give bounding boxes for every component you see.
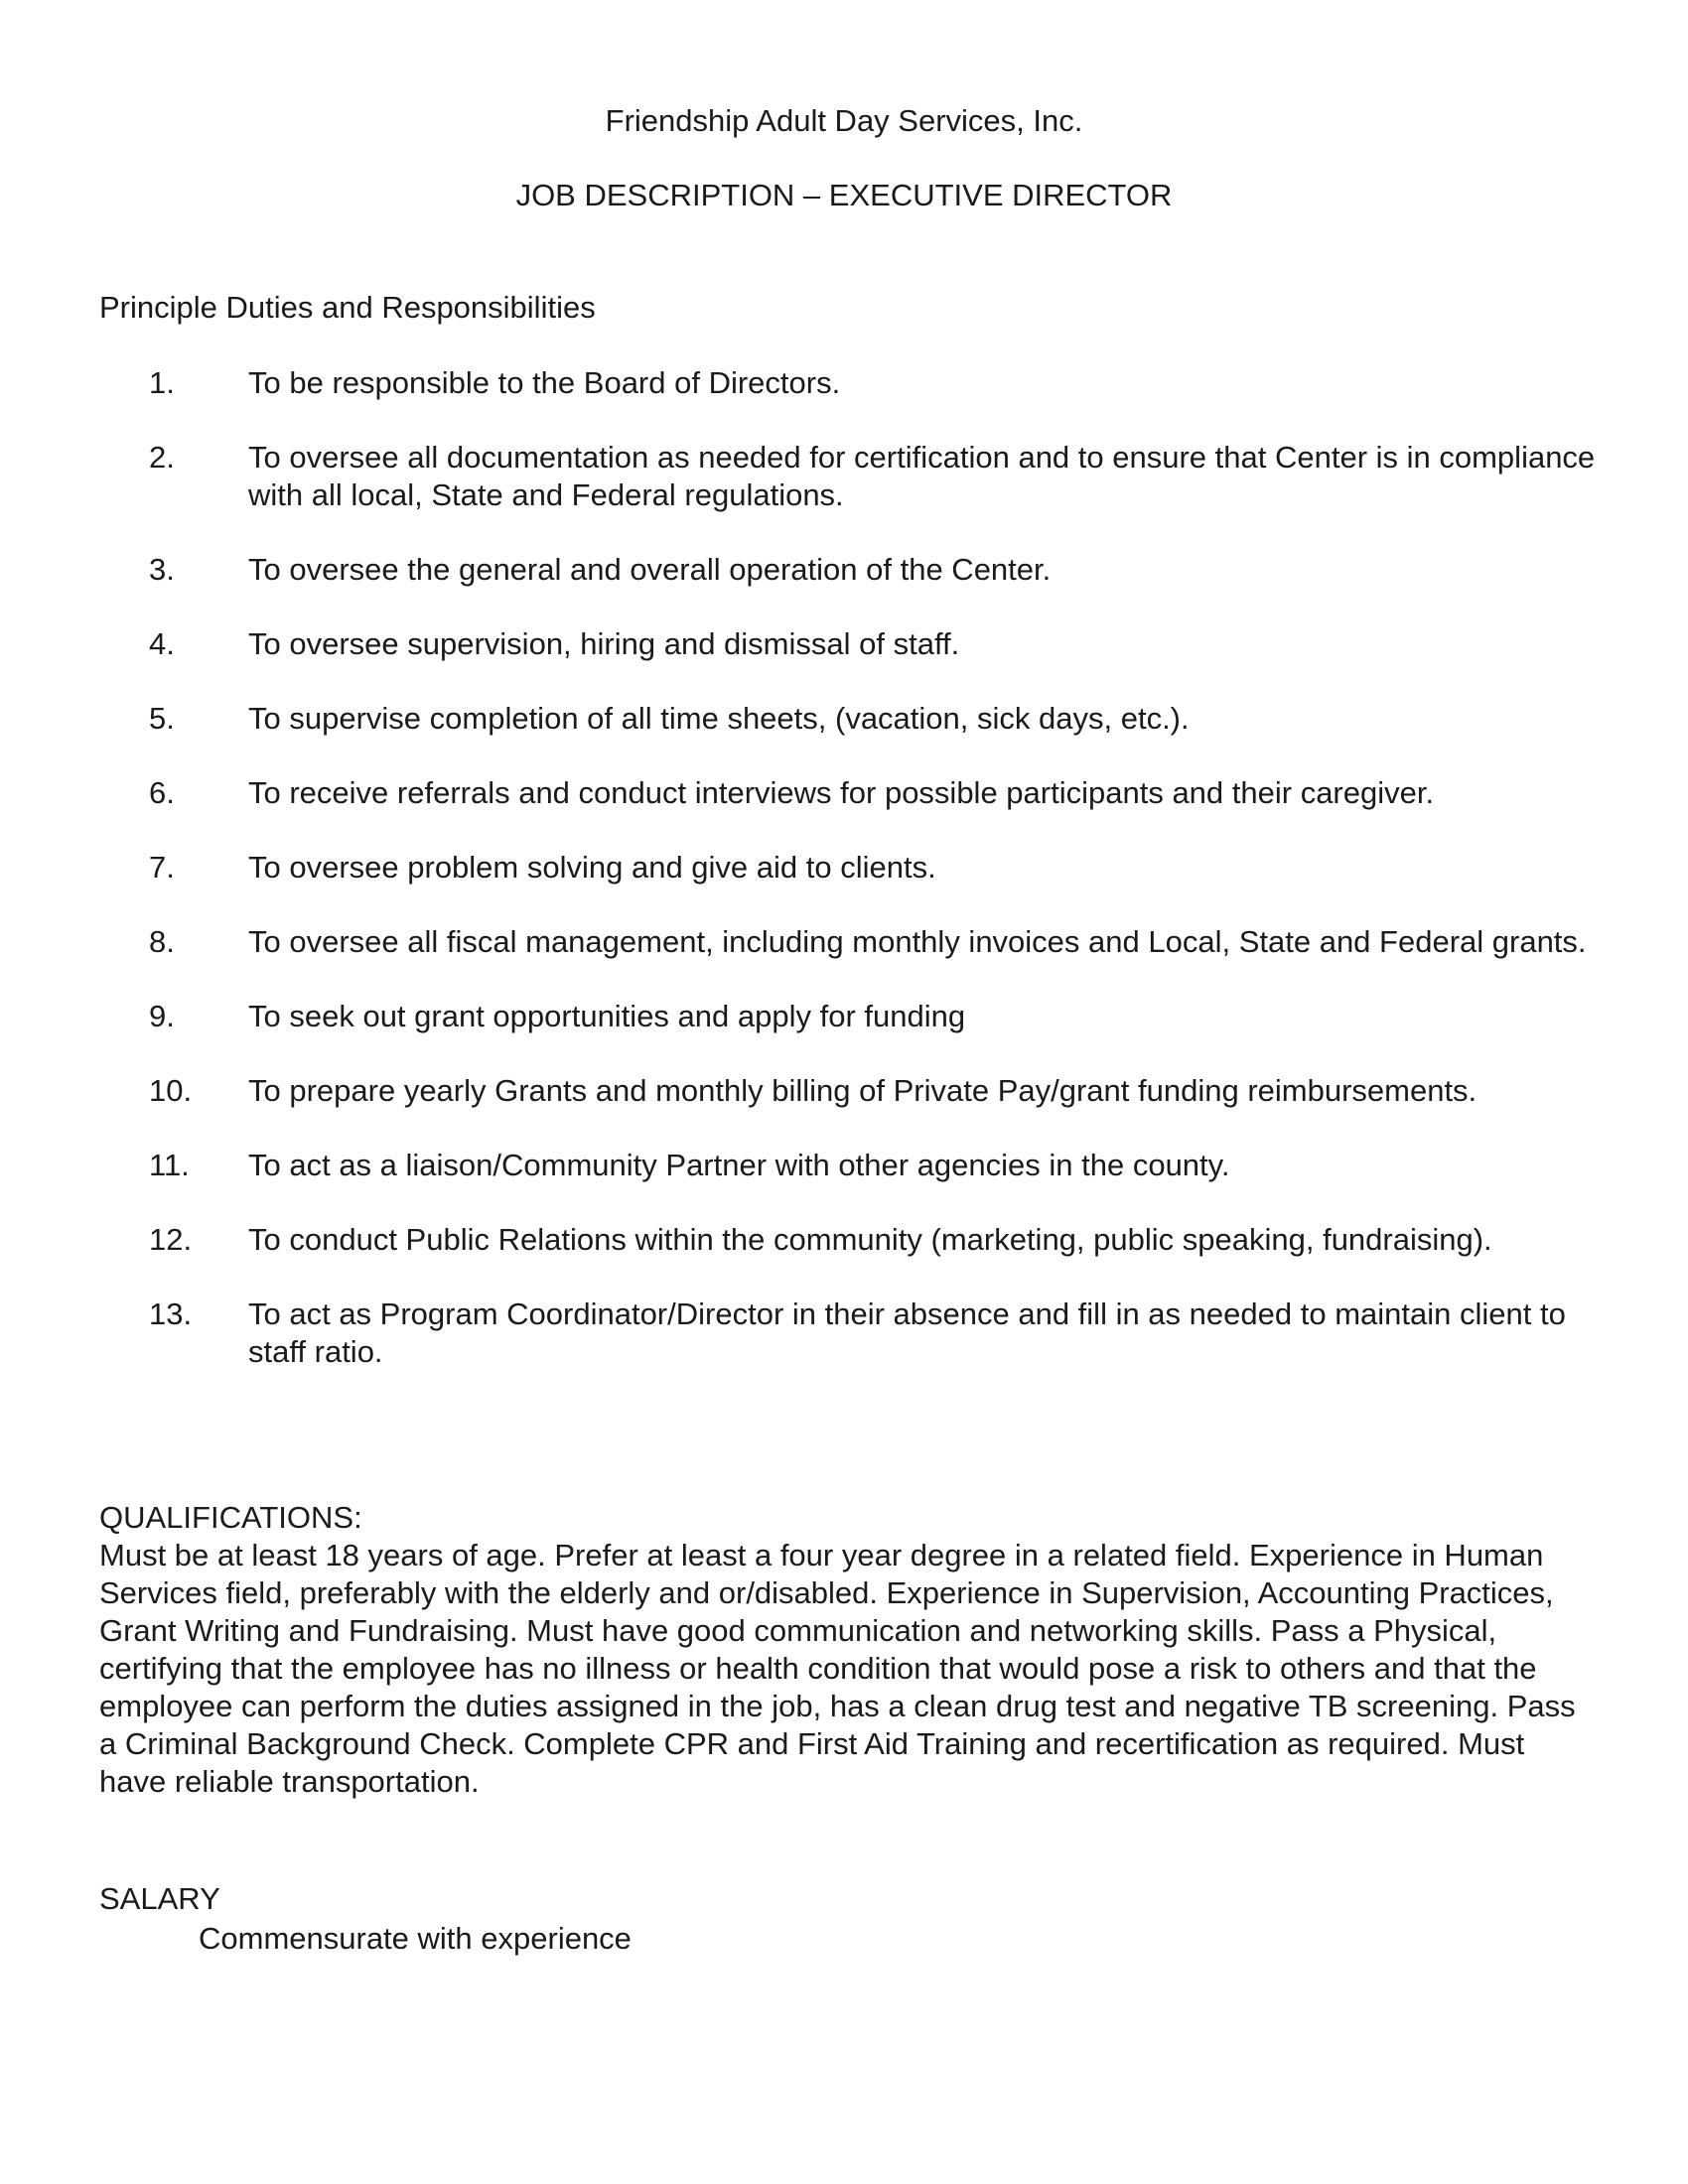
duty-number: 4.	[149, 626, 175, 661]
duty-text: To conduct Public Relations within the community (marketing, public speaking, fundraising).	[248, 1222, 1492, 1257]
duty-item	[0, 774, 1688, 812]
duty-number: 13.	[149, 1297, 193, 1331]
duty-item	[0, 551, 1688, 589]
salary-heading: SALARY	[99, 1881, 220, 1916]
qualifications-heading: QUALIFICATIONS:	[99, 1500, 362, 1535]
duty-text: To prepare yearly Grants and monthly billing of Private Pay/grant funding reimbursements.	[248, 1073, 1477, 1108]
duty-number: 6.	[149, 775, 175, 810]
qualifications-text: Must be at least 18 years of age. Prefer at least a four year degree in a related field. Experience in Human Services field, preferably with the elderly and or/disabled. Experience in Supervision, Accounting Practices, Grant Writing and Fundraising. Must have good communication and networking skills. Pass a Physical, certifying that the employee has no illness or health condition that would pose a risk to others and that the employee can perform the duties assigned in the job, has a clean drug test and negative TB screening. Pass a Criminal Background Check. Complete CPR and First Aid Training and recertification as required. Must have reliable transportation.	[99, 1538, 1576, 1799]
duty-text: To act as Program Coordinator/Director in their absence and fill in as needed to maintain client to staff ratio.	[248, 1297, 1566, 1369]
duty-text: To oversee all documentation as needed for certification and to ensure that Center is in compliance with all local, State and Federal regulations.	[248, 440, 1596, 512]
duty-item	[0, 923, 1688, 961]
duty-number: 9.	[149, 999, 175, 1033]
duty-text: To supervise completion of all time sheets, (vacation, sick days, etc.).	[248, 701, 1190, 736]
duty-item	[0, 1147, 1688, 1184]
duty-text: To oversee problem solving and give aid to clients.	[248, 850, 936, 885]
duty-text: To seek out grant opportunities and apply for funding	[248, 999, 966, 1033]
duty-number: 12.	[149, 1222, 193, 1257]
organization-name: Friendship Adult Day Services, Inc.	[605, 103, 1083, 138]
duty-item	[0, 1296, 1688, 1371]
salary-text: Commensurate with experience	[199, 1921, 632, 1956]
duty-text: To be responsible to the Board of Directors.	[248, 365, 841, 400]
duty-item	[0, 439, 1688, 514]
duty-item	[0, 364, 1688, 402]
duty-text: To oversee the general and overall operation of the Center.	[248, 552, 1052, 587]
duty-item	[0, 998, 1688, 1035]
duty-item	[0, 1221, 1688, 1259]
duty-number: 7.	[149, 850, 175, 885]
duty-number: 2.	[149, 440, 175, 475]
duty-text: To oversee supervision, hiring and dismissal of staff.	[248, 626, 960, 661]
duty-text: To oversee all fiscal management, including monthly invoices and Local, State and Federal grants.	[248, 924, 1587, 959]
duty-number: 11.	[149, 1148, 190, 1182]
duty-number: 1.	[149, 365, 175, 400]
duty-number: 5.	[149, 701, 175, 736]
duty-text: To act as a liaison/Community Partner with other agencies in the county.	[248, 1148, 1230, 1182]
document-title: JOB DESCRIPTION – EXECUTIVE DIRECTOR	[515, 178, 1173, 212]
duty-number: 10.	[149, 1073, 193, 1108]
duty-item	[0, 700, 1688, 738]
duty-item	[0, 1072, 1688, 1110]
qualifications-section	[99, 1499, 1599, 1801]
duty-number: 3.	[149, 552, 175, 587]
duty-number: 8.	[149, 924, 175, 959]
duties-heading: Principle Duties and Responsibilities	[99, 290, 596, 325]
duty-item	[0, 625, 1688, 663]
duty-item	[0, 849, 1688, 887]
duties-list	[0, 364, 1688, 1408]
duty-text: To receive referrals and conduct interviews for possible participants and their caregiver.	[248, 775, 1435, 810]
